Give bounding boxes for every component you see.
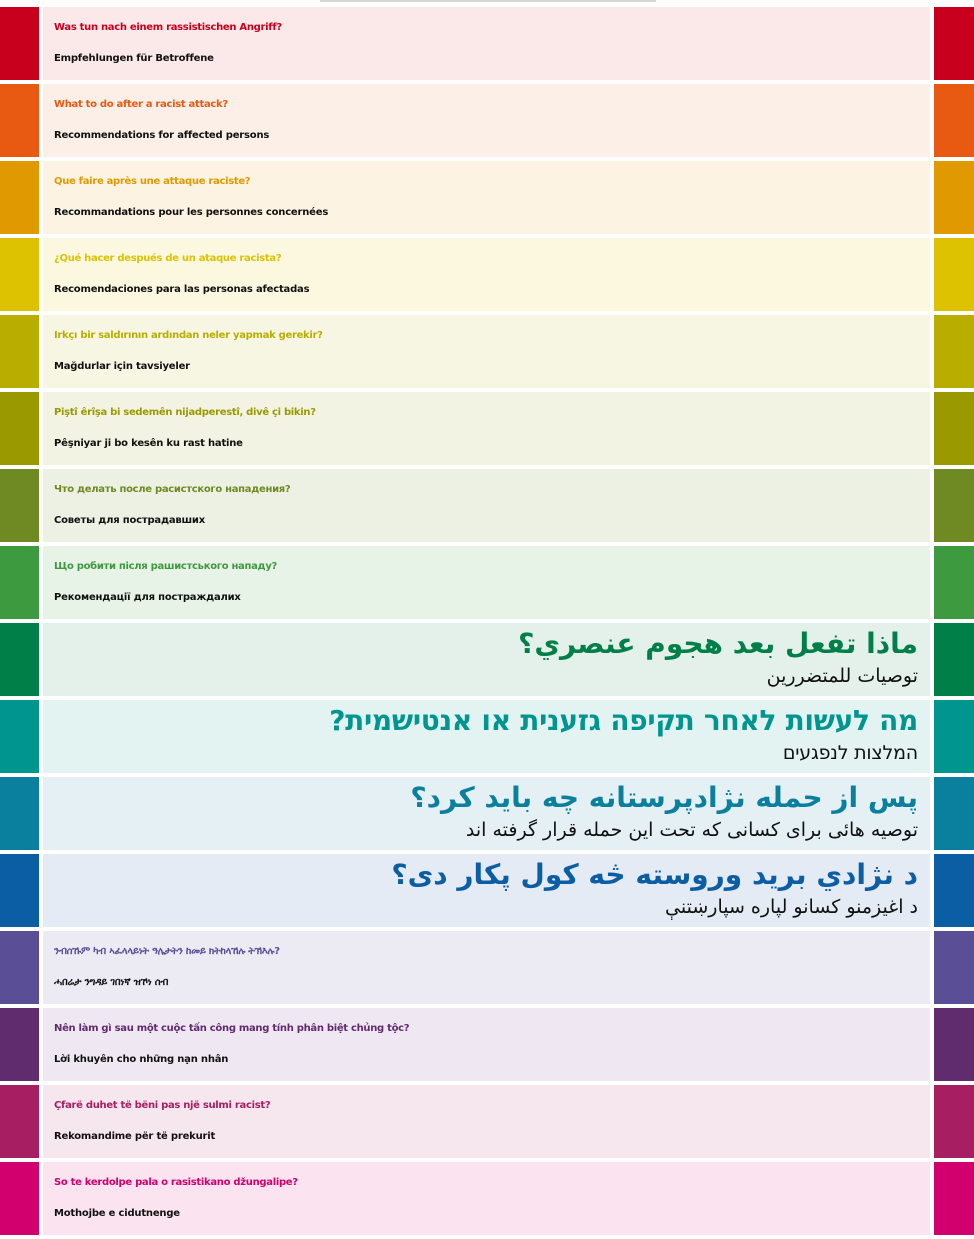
row-content <box>43 777 930 850</box>
language-row[interactable] <box>0 777 974 850</box>
row-content <box>43 623 930 696</box>
row-subtitle: ሓበሬታ ንግዳይ ገበነኛ ዝኾነ ሰብ <box>54 977 169 988</box>
row-subtitle: توصيات للمتضررين <box>766 665 918 687</box>
color-bar-right <box>934 546 974 619</box>
language-row[interactable] <box>0 1008 974 1081</box>
row-content <box>43 854 930 927</box>
row-title[interactable]: Was tun nach einem rassistischen Angriff? <box>54 22 282 33</box>
color-bar-right <box>934 777 974 850</box>
language-row[interactable] <box>0 1085 974 1158</box>
row-title[interactable]: Что делать после расистского нападения? <box>54 484 291 495</box>
row-subtitle: Rekomandime për të prekurit <box>54 1131 216 1142</box>
color-bar-left <box>0 1162 39 1235</box>
language-row[interactable] <box>0 84 974 157</box>
row-subtitle: Mağdurlar için tavsiyeler <box>54 361 190 372</box>
top-divider <box>320 0 656 2</box>
row-subtitle: Recomendaciones para las personas afectadas <box>54 284 310 295</box>
language-row[interactable] <box>0 469 974 542</box>
row-subtitle: Recommendations for affected persons <box>54 130 270 141</box>
color-bar-right <box>934 7 974 80</box>
row-subtitle: Lời khuyên cho những nạn nhân <box>54 1054 229 1065</box>
row-title[interactable]: ¿Qué hacer después de un ataque racista? <box>54 253 282 264</box>
color-bar-left <box>0 700 39 773</box>
language-row[interactable] <box>0 623 974 696</box>
color-bar-left <box>0 1008 39 1081</box>
language-row[interactable] <box>0 1162 974 1235</box>
color-bar-right <box>934 1085 974 1158</box>
row-content <box>43 700 930 773</box>
color-bar-right <box>934 392 974 465</box>
row-title[interactable]: Irkçı bir saldırının ardından neler yapmak gerekir? <box>54 330 323 341</box>
color-bar-right <box>934 161 974 234</box>
row-title[interactable]: So te kerdolpe pala o rasistikano džungalipe? <box>54 1177 298 1188</box>
row-subtitle: Recommandations pour les personnes concernées <box>54 207 329 218</box>
color-bar-left <box>0 623 39 696</box>
color-bar-right <box>934 854 974 927</box>
color-bar-left <box>0 777 39 850</box>
row-content <box>43 1085 930 1158</box>
language-row[interactable] <box>0 931 974 1004</box>
color-bar-left <box>0 931 39 1004</box>
row-content <box>43 392 930 465</box>
language-row[interactable] <box>0 700 974 773</box>
row-subtitle: Pêşniyar ji bo kesên ku rast hatine <box>54 438 243 449</box>
row-title[interactable]: Çfarë duhet të bëni pas një sulmi racist? <box>54 1100 271 1111</box>
row-subtitle: Mothojbe e cidutnenge <box>54 1208 180 1219</box>
row-content <box>43 238 930 311</box>
row-title[interactable]: Що робити після рашистського нападу? <box>54 561 278 572</box>
row-subtitle: Советы для пострадавших <box>54 515 205 526</box>
color-bar-left <box>0 546 39 619</box>
color-bar-left <box>0 392 39 465</box>
row-content <box>43 161 930 234</box>
row-content <box>43 1008 930 1081</box>
language-row[interactable] <box>0 546 974 619</box>
color-bar-right <box>934 315 974 388</box>
row-subtitle: د اغیزمنو کسانو لپاره سپارښتنې <box>665 896 918 918</box>
color-bar-right <box>934 238 974 311</box>
color-bar-right <box>934 1162 974 1235</box>
row-content <box>43 1162 930 1235</box>
language-row[interactable] <box>0 392 974 465</box>
row-title[interactable]: Piştî êrîşa bi sedemên nijadperestî, divê çi bikin? <box>54 407 316 418</box>
row-title[interactable]: د نژادي برید وروسته څه کول پکار دی؟ <box>391 858 918 891</box>
row-title[interactable]: ماذا تفعل بعد هجوم عنصري؟ <box>518 627 918 660</box>
color-bar-right <box>934 1008 974 1081</box>
language-row[interactable] <box>0 238 974 311</box>
row-subtitle: Empfehlungen für Betroffene <box>54 53 214 64</box>
color-bar-right <box>934 623 974 696</box>
color-bar-left <box>0 238 39 311</box>
color-bar-left <box>0 161 39 234</box>
row-content <box>43 546 930 619</box>
row-title[interactable]: מה לעשות לאחר תקיפה גזענית או אנטישמית? <box>329 704 918 737</box>
color-bar-left <box>0 84 39 157</box>
language-row[interactable] <box>0 161 974 234</box>
color-bar-right <box>934 84 974 157</box>
row-content <box>43 7 930 80</box>
row-title[interactable]: Que faire après une attaque raciste? <box>54 176 251 187</box>
row-content <box>43 315 930 388</box>
color-bar-right <box>934 469 974 542</box>
color-bar-right <box>934 931 974 1004</box>
language-row[interactable] <box>0 854 974 927</box>
color-bar-left <box>0 1085 39 1158</box>
color-bar-right <box>934 700 974 773</box>
row-content <box>43 84 930 157</box>
row-subtitle: Рекомендації для постраждалих <box>54 592 241 603</box>
row-content <box>43 931 930 1004</box>
row-subtitle: המלצות לנפגעים <box>782 742 918 764</box>
color-bar-left <box>0 315 39 388</box>
row-title[interactable]: ንብሰኹም ካብ ኣፈላላይነት ዓሌታትን ከመይ ክትከላኸሉ ትኽእሉ? <box>54 946 280 957</box>
row-title[interactable]: What to do after a racist attack? <box>54 99 228 110</box>
row-title[interactable]: Nên làm gì sau một cuộc tấn công mang tính phân biệt chủng tộc? <box>54 1023 410 1034</box>
language-list <box>0 7 974 1239</box>
color-bar-left <box>0 854 39 927</box>
color-bar-left <box>0 469 39 542</box>
language-row[interactable] <box>0 315 974 388</box>
row-subtitle: توصیه هائی برای کسانی که تحت این حمله قرار گرفته اند <box>465 819 918 841</box>
color-bar-left <box>0 7 39 80</box>
language-row[interactable] <box>0 7 974 80</box>
row-content <box>43 469 930 542</box>
row-title[interactable]: پس از حمله نژادپرستانه چه باید کرد؟ <box>410 781 918 814</box>
